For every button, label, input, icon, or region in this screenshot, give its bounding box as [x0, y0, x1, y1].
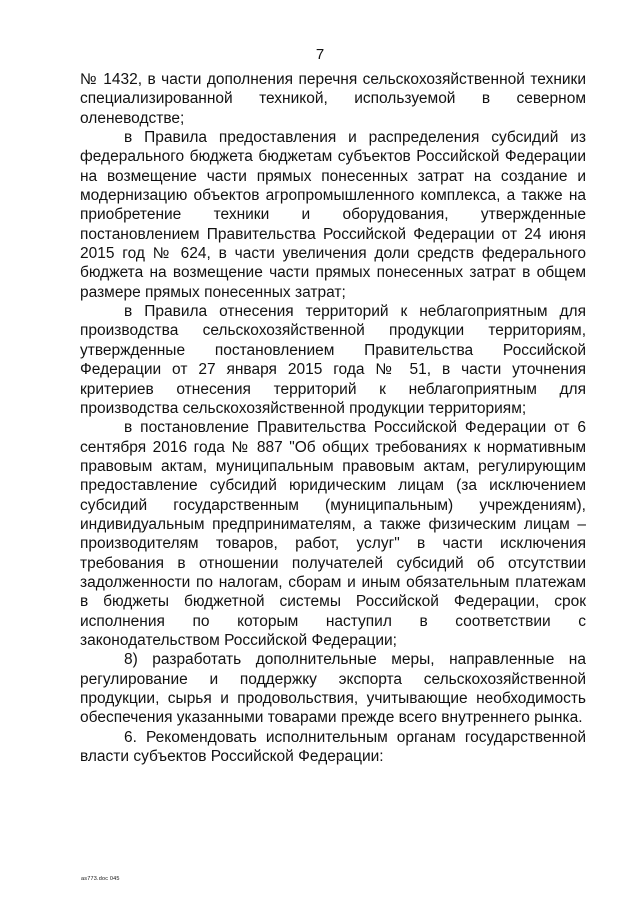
page-number: 7	[315, 46, 325, 63]
paragraph-item-8: 8) разработать дополнительные меры, направленные на регулирование и поддержку экспорта сельскохозяйственной продукции, сырья и продовольствия, учитывающие необходимость обеспечения указанными товарами прежде всего внутреннего рынка.	[80, 651, 586, 727]
paragraph-continuation: № 1432, в части дополнения перечня сельскохозяйственной техники специализированной техникой, используемой в северном оленеводстве;	[80, 71, 586, 127]
paragraph-resolution-887: в постановление Правительства Российской Федерации от 6 сентября 2016 года № 887 "Об общих требованиях к нормативным правовым актам, муниципальным правовым актам, регулирующим предоставление субсидий юридическим лицам (за исключением субсидий государственным (муниципальным) учреждениям), индивидуальным предпринимателям, а также физическим лицам – производителям товаров, работ, услуг" в части исключения требования в отношении получателей субсидий об отсутствии задолженности по налогам, сборам и иным обязательным платежам в бюджеты бюджетной системы Российской Федерации, срок исполнения по которым наступил в соответствии с законодательством Российской Федерации;	[80, 419, 586, 649]
paragraph-subsidy-rules: в Правила предоставления и распределения субсидий из федерального бюджета бюджетам субъектов Российской Федерации на возмещение части прямых понесенных затрат на создание и модернизацию объектов агропромышленного комплекса, а также на приобретение техники и оборудования, утвержденные постановлением Правительства Российской Федерации от 24 июня 2015 год № 624, в части увеличения доли средств федерального бюджета на возмещение части прямых понесенных затрат в общем размере прямых понесенных затрат;	[80, 129, 586, 301]
paragraph-territory-rules: в Правила отнесения территорий к неблагоприятным для производства сельскохозяйственной продукции территориям, утвержденные постановлением Правительства Российской Федерации от 27 января 2015 года № 51, в части уточнения критериев отнесения территорий к неблагоприятным для производства сельскохозяйственной продукции территориям;	[80, 303, 586, 417]
document-body	[80, 70, 586, 766]
footer-file-code: as773.doc 045	[81, 876, 120, 882]
paragraph-item-6: 6. Рекомендовать исполнительным органам государственной власти субъектов Российской Федерации:	[80, 728, 586, 766]
